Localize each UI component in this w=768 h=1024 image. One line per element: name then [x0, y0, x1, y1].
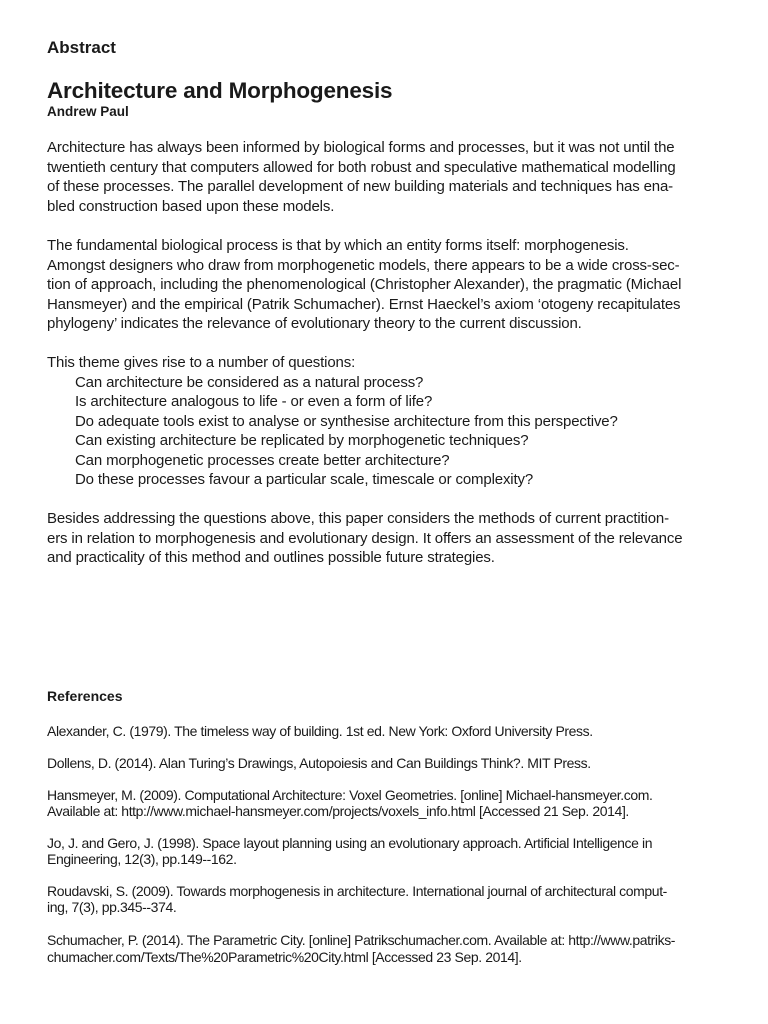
reference-item — [47, 723, 593, 739]
text-line: chumacher.com/Texts/The%20Parametric%20City.html [Accessed 23 Sep. 2014]. — [47, 949, 522, 965]
text-line: Hansmeyer) and the empirical (Patrik Schumacher). Ernst Haeckel’s axiom ‘otogeny recapitulates — [47, 295, 681, 313]
question-item: Do these processes favour a particular scale, timescale or complexity? — [75, 471, 534, 488]
question-item: Can morphogenetic processes create better architecture? — [75, 451, 450, 469]
section-heading-abstract: Abstract — [47, 38, 116, 57]
text-line: Roudavski, S. (2009). Towards morphogenesis in architecture. International journal of architectural comput- — [47, 883, 667, 899]
text-line: twentieth century that computers allowed for both robust and speculative mathematical modelling — [47, 158, 676, 176]
paper-title: Architecture and Morphogenesis — [47, 78, 393, 103]
abstract-paragraph-4 — [47, 509, 682, 568]
abstract-paragraph-3 — [47, 353, 618, 490]
question-item: Can existing architecture be replicated by morphogenetic techniques? — [75, 432, 529, 449]
abstract-paragraph-1 — [47, 138, 676, 216]
text-line: of these processes. The parallel development of new building materials and techniques has ena- — [47, 178, 674, 195]
text-line: ing, 7(3), pp.345--374. — [47, 899, 177, 915]
abstract-paragraph-2 — [47, 236, 681, 334]
reference-item — [47, 787, 652, 819]
text-line: The fundamental biological process is that by which an entity forms itself: morphogenesis. — [47, 237, 629, 254]
question-item: Is architecture analogous to life - or even a form of life? — [75, 393, 433, 410]
references-heading: References — [47, 688, 123, 704]
text-line: Engineering, 12(3), pp.149--162. — [47, 851, 237, 867]
reference-item — [47, 755, 591, 771]
text-line: bled construction based upon these models. — [47, 197, 335, 215]
text-line: ers in relation to morphogenesis and evolutionary design. It offers an assessment of the relevance — [47, 529, 683, 547]
reference-item — [47, 883, 667, 915]
text-line: Jo, J. and Gero, J. (1998). Space layout planning using an evolutionary approach. Artificial Intelligence in — [47, 835, 653, 851]
text-line: phylogeny’ indicates the relevance of evolutionary theory to the current discussion. — [47, 315, 582, 332]
reference-item — [47, 835, 652, 867]
text-line: Available at: http://www.michael-hansmeyer.com/projects/voxels_info.html [Accessed 21 Sep. 2014]. — [47, 803, 629, 819]
question-item: Do adequate tools exist to analyse or synthesise architecture from this perspective? — [75, 412, 618, 430]
text-line: Besides addressing the questions above, this paper considers the methods of current practition- — [47, 510, 669, 527]
text-line: This theme gives rise to a number of questions: — [47, 354, 356, 371]
text-line: and practicality of this method and outlines possible future strategies. — [47, 549, 495, 566]
reference-item — [47, 932, 675, 966]
text-line: Schumacher, P. (2014). The Parametric City. [online] Patrikschumacher.com. Available at: http://www.patriks- — [47, 932, 676, 948]
text-line: Architecture has always been informed by biological forms and processes, but it was not until the — [47, 139, 675, 156]
text-line: Alexander, C. (1979). The timeless way of building. 1st ed. New York: Oxford University Press. — [47, 723, 593, 739]
text-line: Hansmeyer, M. (2009). Computational Architecture: Voxel Geometries. [online] Michael-hansmeyer.com. — [47, 787, 653, 803]
text-line: Dollens, D. (2014). Alan Turing’s Drawings, Autopoiesis and Can Buildings Think?. MIT Press. — [47, 755, 591, 771]
text-line: Amongst designers who draw from morphogenetic models, there appears to be a wide cross-sec- — [47, 256, 680, 274]
text-line: tion of approach, including the phenomenological (Christopher Alexander), the pragmatic (Michael — [47, 276, 682, 293]
question-item: Can architecture be considered as a natural process? — [75, 373, 424, 391]
author-name: Andrew Paul — [47, 104, 129, 119]
